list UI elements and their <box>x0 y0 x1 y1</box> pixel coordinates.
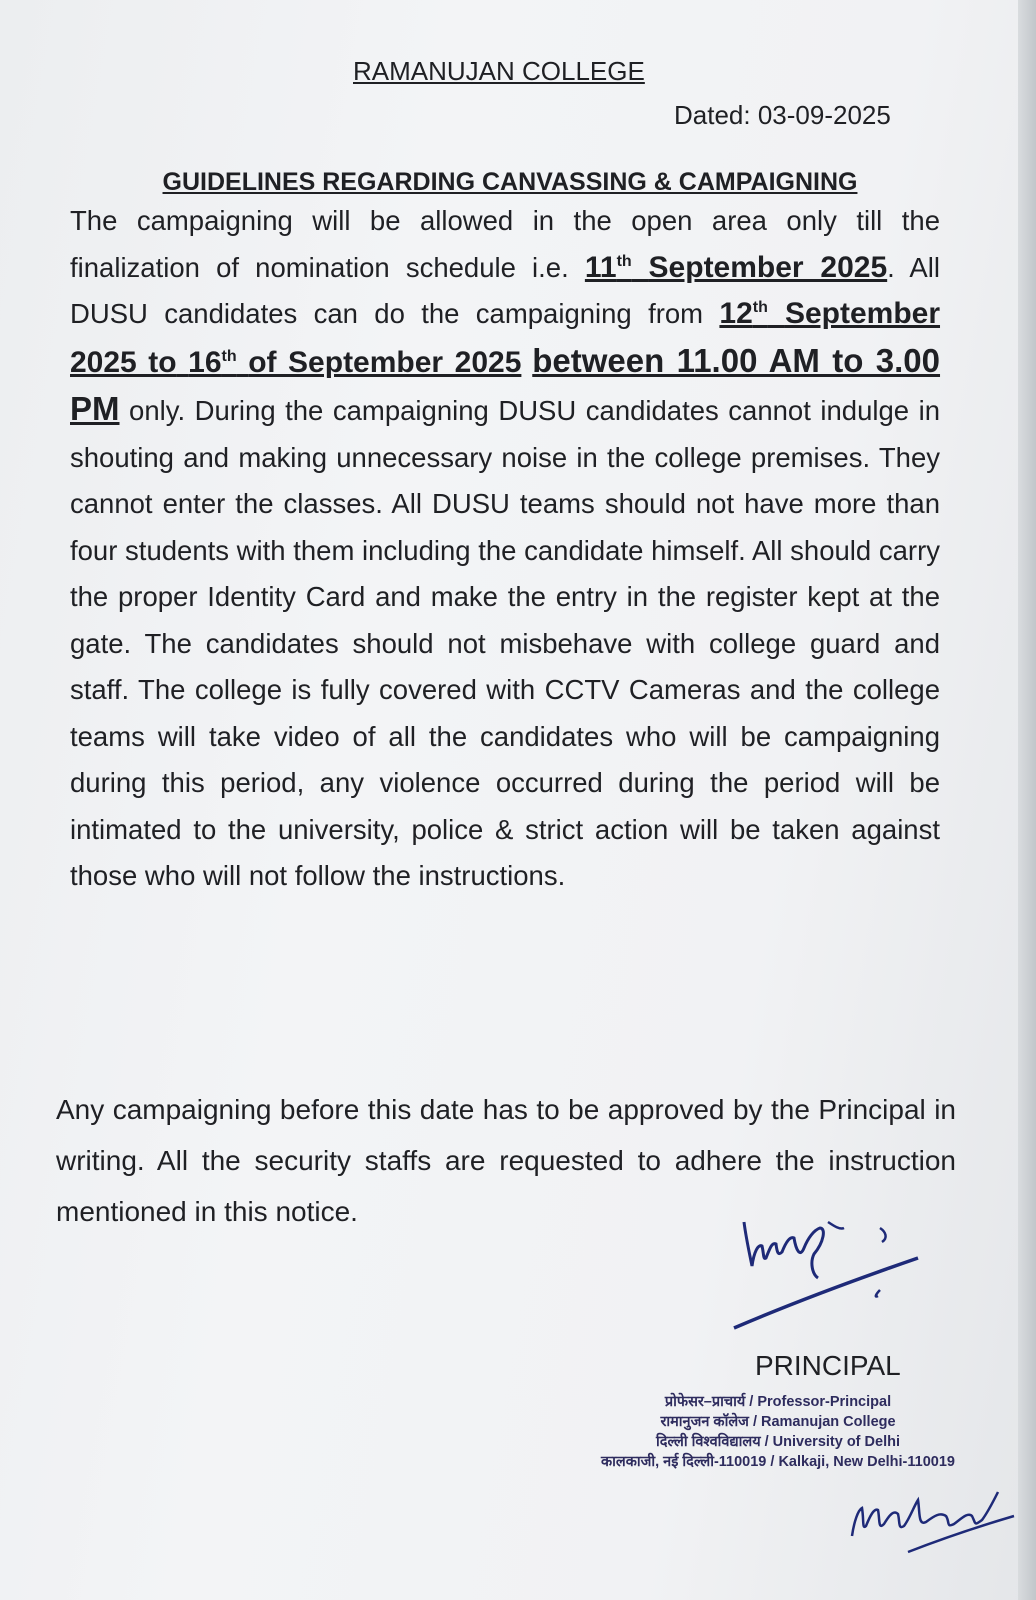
principal-stamp <box>600 1392 956 1472</box>
college-name: RAMANUJAN COLLEGE <box>353 56 645 86</box>
notice-paragraph-1 <box>70 198 940 900</box>
mid-text: . All DUSU candidates can do the campaigning from <box>70 251 940 329</box>
principal-title: PRINCIPAL <box>755 1350 901 1381</box>
campaign-date-range: 12th September 2025 to 16th of September 2025 <box>70 297 941 379</box>
stamp-line: रामानुजन कॉलेज / Ramanujan College <box>660 1414 896 1430</box>
rules-text: only. During the campaigning DUSU candidates cannot indulge in shouting and making unnecessary noise in the college premises. They cannot enter the classes. All DUSU teams should not have more than four students with them including the candidate himself. All should carry the proper Identity Card and make the entry in the register kept at the gate. The candidates should not misbehave with college guard and staff. The college is fully covered with CCTV Cameras and the college teams will take video of all the candidates who will be campaigning during this period, any violence occurred during the period will be intimated to the university, police & strict action will be taken against those who will not follow the instructions. <box>70 395 941 891</box>
principal-signature <box>730 1208 940 1338</box>
stamp-line: प्रोफेसर–प्राचार्य / Professor-Principal <box>664 1394 892 1410</box>
notice-paragraph-2: Any campaigning before this date has to be approved by the Principal in writing. All the security staffs are requested to adhere the instruction mentioned in this notice. <box>56 1094 956 1227</box>
stamp-line: दिल्ली विश्वविद्यालय / University of Delhi <box>656 1434 900 1450</box>
intro-text: The campaigning will be allowed in the open area only till the finalization of nomination schedule i.e. <box>70 205 940 283</box>
second-signature <box>848 1486 1018 1556</box>
paper-edge <box>1018 0 1036 1600</box>
notice-heading: GUIDELINES REGARDING CANVASSING & CAMPAIGNING <box>162 168 858 196</box>
stamp-line: कालकाजी, नई दिल्ली-110019 / Kalkaji, New Delhi-110019 <box>601 1454 955 1470</box>
notice-date: Dated: 03-09-2025 <box>674 100 891 130</box>
campaign-time-window: between 11.00 AM to 3.00 PM <box>70 341 941 427</box>
nomination-deadline: 11th September 2025 <box>584 250 888 284</box>
